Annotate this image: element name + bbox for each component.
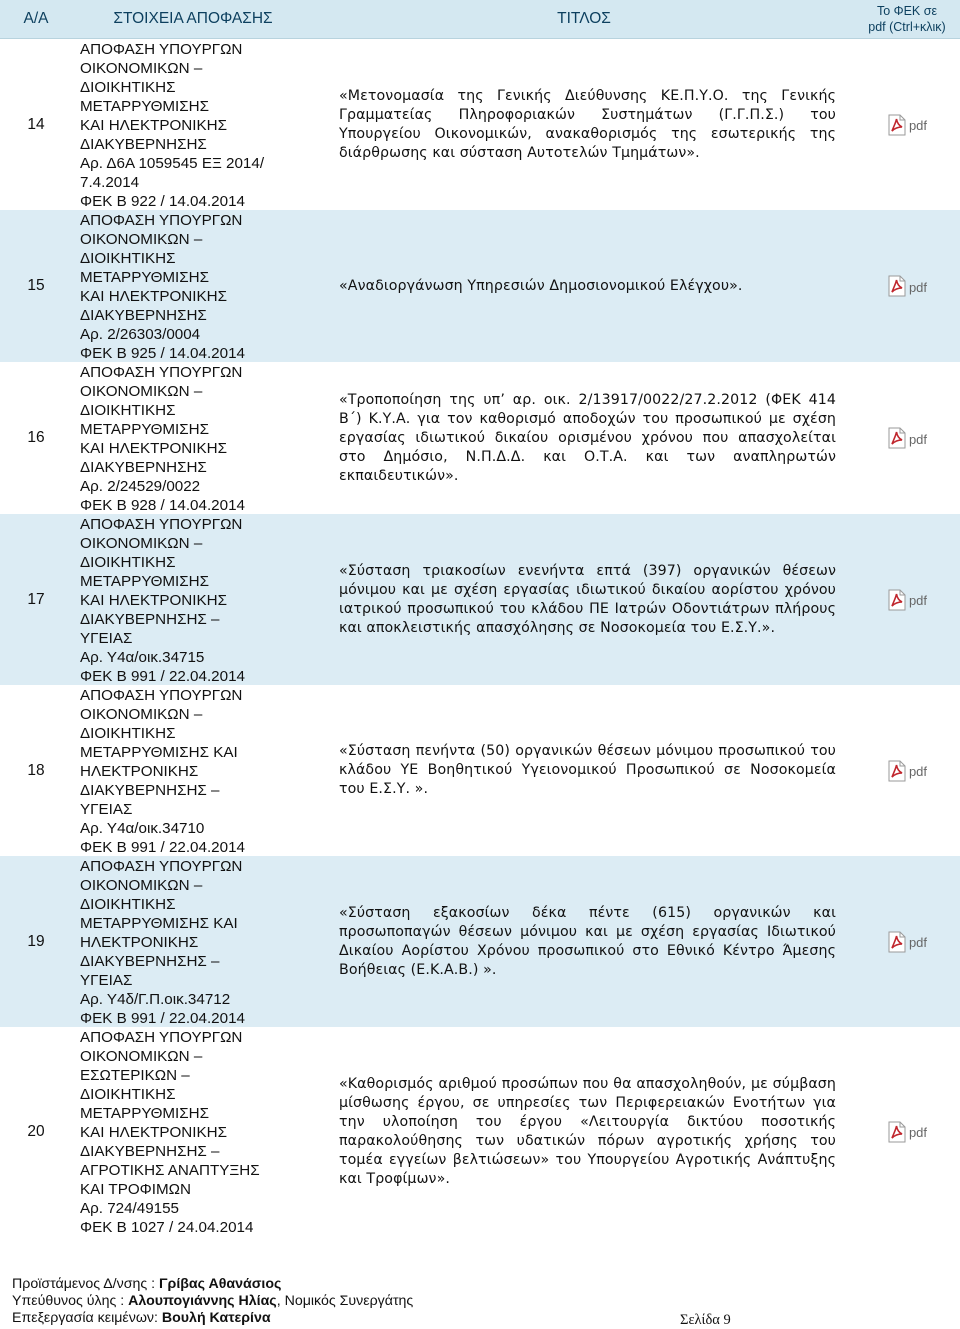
pdf-cell bbox=[854, 514, 960, 685]
decision-line: ΟΙΚΟΝΟΜΙΚΩΝ – bbox=[80, 535, 203, 552]
decision-line: ΚΑΙ ΗΛΕΚΤΡΟΝΙΚΗΣ bbox=[80, 288, 227, 305]
decision-line: Αρ. Υ4δ/Γ.Π.οικ.34712 bbox=[80, 991, 231, 1008]
pdf-cell bbox=[854, 1027, 960, 1236]
decision-title: «Καθορισμός αριθμού προσώπων που θα απασχοληθούν, με σύμβαση μίσθωσης έργου, σε υπηρεσίες των Περιφερειακών Ενοτήτων για την υλοποίηση του έργου «Λειτουργία δικτύου ποσοτικής παρακολούθησης των υδατικών πόρων αγροτικής χρήσης του τομέα εγγείων βελτιώσεων» του Υπουργείου Αγροτικής Ανάπτυξης και Τροφίμων». bbox=[339, 1075, 836, 1187]
decision-line: ΑΠΟΦΑΣΗ ΥΠΟΥΡΓΩΝ bbox=[80, 516, 243, 533]
decision-line: ΦΕΚ Β 991 / 22.04.2014 bbox=[80, 1010, 245, 1027]
table-header bbox=[0, 0, 960, 39]
pdf-label: pdf bbox=[908, 593, 928, 608]
decision-line: ΚΑΙ ΤΡΟΦΙΜΩΝ bbox=[80, 1181, 191, 1198]
decision-line: ΑΠΟΦΑΣΗ ΥΠΟΥΡΓΩΝ bbox=[80, 687, 243, 704]
header-aa: Α/Α bbox=[23, 10, 49, 27]
decision-line: Αρ. Δ6Α 1059545 ΕΞ 2014/ bbox=[80, 155, 265, 172]
decision-details bbox=[72, 856, 314, 1027]
decision-line: ΔΙΟΙΚΗΤΙΚΗΣ bbox=[80, 250, 176, 267]
pdf-file-icon bbox=[887, 114, 907, 136]
table-row bbox=[0, 362, 960, 514]
pdf-label: pdf bbox=[908, 279, 928, 295]
decision-title-cell bbox=[314, 210, 854, 362]
decision-line: ΟΙΚΟΝΟΜΙΚΩΝ – bbox=[80, 383, 203, 400]
decision-line: ΜΕΤΑΡΡΥΘΜΙΣΗΣ bbox=[80, 1105, 210, 1122]
decision-title-cell bbox=[314, 685, 854, 856]
decision-line: ΔΙΟΙΚΗΤΙΚΗΣ bbox=[80, 402, 176, 419]
decision-line: ΚΑΙ ΗΛΕΚΤΡΟΝΙΚΗΣ bbox=[80, 592, 227, 609]
decision-line: ΦΕΚ Β 928 / 14.04.2014 bbox=[80, 497, 245, 514]
pdf-link[interactable] bbox=[887, 114, 927, 136]
decision-details bbox=[72, 1027, 314, 1236]
table-row bbox=[0, 1027, 960, 1236]
row-number: 17 bbox=[27, 590, 45, 608]
decision-line: ΜΕΤΑΡΡΥΘΜΙΣΗΣ bbox=[80, 269, 210, 286]
decision-line: Αρ. 2/24529/0022 bbox=[80, 478, 201, 495]
header-pdf-line2: pdf (Ctrl+κλικ) bbox=[868, 20, 946, 34]
pdf-file-icon bbox=[887, 1121, 907, 1143]
decision-line: ΑΠΟΦΑΣΗ ΥΠΟΥΡΓΩΝ bbox=[80, 364, 243, 381]
pdf-label: pdf bbox=[908, 935, 928, 950]
decision-line: ΦΕΚ Β 991 / 22.04.2014 bbox=[80, 668, 245, 685]
decision-details bbox=[72, 362, 314, 514]
decision-title-cell bbox=[314, 856, 854, 1027]
decision-title-cell bbox=[314, 362, 854, 514]
decision-title-cell bbox=[314, 39, 854, 210]
decision-details bbox=[72, 39, 314, 210]
decision-line: ΔΙΑΚΥΒΕΡΝΗΣΗΣ – bbox=[80, 782, 220, 799]
row-number: 19 bbox=[27, 932, 45, 950]
pdf-file-icon bbox=[887, 275, 907, 297]
decision-line: ΦΕΚ Β 1027 / 24.04.2014 bbox=[80, 1219, 254, 1236]
pdf-label: pdf bbox=[908, 118, 928, 133]
decision-line: ΔΙΟΙΚΗΤΙΚΗΣ bbox=[80, 896, 176, 913]
decision-line: ΔΙΑΚΥΒΕΡΝΗΣΗΣ bbox=[80, 307, 207, 324]
decision-line: ΚΑΙ ΗΛΕΚΤΡΟΝΙΚΗΣ bbox=[80, 440, 227, 457]
row-number: 14 bbox=[27, 115, 45, 133]
footer bbox=[12, 1276, 952, 1327]
decision-details bbox=[72, 514, 314, 685]
decision-line: Αρ. Υ4α/οικ.34710 bbox=[80, 820, 205, 837]
decision-line: ΚΑΙ ΗΛΕΚΤΡΟΝΙΚΗΣ bbox=[80, 1124, 227, 1141]
decision-line: ΟΙΚΟΝΟΜΙΚΩΝ – bbox=[80, 706, 203, 723]
pdf-cell bbox=[854, 210, 960, 362]
pdf-cell bbox=[854, 39, 960, 210]
pdf-link[interactable] bbox=[887, 760, 927, 782]
pdf-label: pdf bbox=[908, 764, 928, 779]
decision-line: Αρ. Υ4α/οικ.34715 bbox=[80, 649, 205, 666]
director-name: Γρίβας Αθανάσιος bbox=[159, 1276, 282, 1292]
table-row bbox=[0, 514, 960, 685]
pdf-link[interactable] bbox=[887, 427, 927, 449]
pdf-file-icon bbox=[887, 931, 907, 953]
decision-line: ΔΙΑΚΥΒΕΡΝΗΣΗΣ – bbox=[80, 611, 220, 628]
decision-line: ΑΓΡΟΤΙΚΗΣ ΑΝΑΠΤΥΞΗΣ bbox=[80, 1162, 260, 1179]
pdf-file-icon bbox=[887, 427, 907, 449]
header-title: ΤΙΤΛΟΣ bbox=[557, 10, 611, 27]
table-row bbox=[0, 856, 960, 1027]
decision-line: Αρ. 724/49155 bbox=[80, 1200, 180, 1217]
page-number: Σελίδα 9 bbox=[680, 1312, 731, 1328]
footer-line-editing: Επεξεργασία κειμένων: Βουλή Κατερίνα bbox=[12, 1310, 271, 1326]
decision-line: ΦΕΚ Β 922 / 14.04.2014 bbox=[80, 193, 245, 210]
pdf-file-icon bbox=[887, 589, 907, 611]
decision-line: ΥΓΕΙΑΣ bbox=[80, 801, 133, 818]
header-pdf bbox=[854, 0, 960, 38]
pdf-file-icon bbox=[887, 760, 907, 782]
decision-title: «Σύσταση τριακοσίων ενενήντα επτά (397) οργανικών θέσεων μόνιμου και με σχέση εργασίας ιδιωτικού δικαίου αορίστου χρόνου ιατρικού προσωπικού του κλάδου ΠΕ Ιατρών Οδοντιάτρων πλήρους και αποκλειστικής απασχόλησης σε Νοσοκομεία του Ε.Σ.Υ.». bbox=[339, 562, 836, 636]
decision-line: ΔΙΟΙΚΗΤΙΚΗΣ bbox=[80, 554, 176, 571]
decision-title-cell bbox=[314, 1027, 854, 1236]
decision-line: ΜΕΤΑΡΡΥΘΜΙΣΗΣ ΚΑΙ bbox=[80, 744, 238, 761]
decision-line: ΑΠΟΦΑΣΗ ΥΠΟΥΡΓΩΝ bbox=[80, 1029, 243, 1046]
decision-title: «Τροποποίηση της υπ’ αρ. οικ. 2/13917/0022/27.2.2012 (ΦΕΚ 414 Β΄) Κ.Υ.Α. για τον καθορισμό αποδοχών του προσωπικού με σχέση εργασίας ιδιωτικού δικαίου ορισμένου χρόνου που απασχολείται στο Δημόσιο, Ν.Π.Δ.Δ. και Ο.Τ.Α. και των αναπληρωτών εκπαιδευτικών». bbox=[339, 391, 836, 484]
decision-line: ΔΙΟΙΚΗΤΙΚΗΣ bbox=[80, 725, 176, 742]
table-row bbox=[0, 39, 960, 210]
decision-title: «Σύσταση εξακοσίων δέκα πέντε (615) οργανικών και προσωποπαγών θέσεων μόνιμου και με σχέση εργασίας Ιδιωτικού Δικαίου Αορίστου Χρόνου προσωπικού στο Εθνικό Κέντρο Άμεσης Βοήθειας (Ε.Κ.Α.Β.) ». bbox=[339, 904, 836, 978]
decision-line: Αρ. 2/26303/0004 bbox=[80, 326, 201, 343]
decision-line: ΑΠΟΦΑΣΗ ΥΠΟΥΡΓΩΝ bbox=[80, 41, 243, 58]
decision-details bbox=[72, 210, 314, 362]
responsible-name: Αλουπογιάννης Ηλίας bbox=[128, 1293, 277, 1309]
decision-title: «Σύσταση πενήντα (50) οργανικών θέσεων μόνιμου προσωπικού του κλάδου ΥΕ Βοηθητικού Υγειονομικού Προσωπικού σε Νοσοκομεία του Ε.Σ.Υ. ». bbox=[339, 743, 836, 797]
decision-line: 7.4.2014 bbox=[80, 174, 140, 191]
decision-line: ΜΕΤΑΡΡΥΘΜΙΣΗΣ bbox=[80, 421, 210, 438]
decision-line: ΔΙΟΙΚΗΤΙΚΗΣ bbox=[80, 79, 176, 96]
decision-line: ΜΕΤΑΡΡΥΘΜΙΣΗΣ bbox=[80, 98, 210, 115]
row-number: 15 bbox=[27, 277, 45, 294]
decision-title: «Μετονομασία της Γενικής Διεύθυνσης ΚΕ.Π.Υ.Ο. της Γενικής Γραμματείας Πληροφοριακών Συστημάτων (Γ.Γ.Π.Σ.) του Υπουργείου Οικονομικών, ανακαθορισμός της εσωτερικής της διάρθρωσης και σύσταση Αυτοτελών Τμημάτων». bbox=[339, 87, 836, 161]
decision-line: ΗΛΕΚΤΡΟΝΙΚΗΣ bbox=[80, 934, 199, 951]
pdf-cell bbox=[854, 856, 960, 1027]
row-number: 20 bbox=[27, 1122, 45, 1140]
footer-line-director: Προϊστάμενος Δ/νσης : Γρίβας Αθανάσιος bbox=[12, 1276, 282, 1292]
pdf-link[interactable] bbox=[887, 1121, 927, 1143]
decision-line: ΕΣΩΤΕΡΙΚΩΝ – bbox=[80, 1067, 190, 1084]
decision-line: ΗΛΕΚΤΡΟΝΙΚΗΣ bbox=[80, 763, 199, 780]
decision-line: ΟΙΚΟΝΟΜΙΚΩΝ – bbox=[80, 877, 203, 894]
decision-line: ΜΕΤΑΡΡΥΘΜΙΣΗΣ ΚΑΙ bbox=[80, 915, 238, 932]
table-row bbox=[0, 210, 960, 362]
header-pdf-line1: Το ΦΕΚ σε bbox=[876, 4, 938, 18]
decision-line: ΔΙΑΚΥΒΕΡΝΗΣΗΣ bbox=[80, 459, 207, 476]
pdf-cell bbox=[854, 362, 960, 514]
decision-line: ΔΙΑΚΥΒΕΡΝΗΣΗΣ – bbox=[80, 1143, 220, 1160]
pdf-label: pdf bbox=[908, 1125, 928, 1140]
decision-line: ΔΙΑΚΥΒΕΡΝΗΣΗΣ – bbox=[80, 953, 220, 970]
decision-line: ΟΙΚΟΝΟΜΙΚΩΝ – bbox=[80, 231, 203, 248]
row-number: 18 bbox=[27, 761, 45, 779]
pdf-link[interactable] bbox=[887, 275, 927, 297]
decision-line: ΦΕΚ Β 925 / 14.04.2014 bbox=[80, 345, 245, 362]
pdf-label: pdf bbox=[908, 431, 928, 447]
pdf-cell bbox=[854, 685, 960, 856]
decision-line: ΔΙΟΙΚΗΤΙΚΗΣ bbox=[80, 1086, 176, 1103]
pdf-link[interactable] bbox=[887, 589, 927, 611]
table-row bbox=[0, 685, 960, 856]
decision-line: ΟΙΚΟΝΟΜΙΚΩΝ – bbox=[80, 1048, 203, 1065]
editor-name: Βουλή Κατερίνα bbox=[161, 1310, 271, 1326]
decision-line: ΚΑΙ ΗΛΕΚΤΡΟΝΙΚΗΣ bbox=[80, 117, 227, 134]
decision-line: ΑΠΟΦΑΣΗ ΥΠΟΥΡΓΩΝ bbox=[80, 212, 243, 229]
decision-details bbox=[72, 685, 314, 856]
decision-title: «Αναδιοργάνωση Υπηρεσιών Δημοσιονομικού Ελέγχου». bbox=[339, 277, 743, 294]
decision-line: ΥΓΕΙΑΣ bbox=[80, 972, 133, 989]
pdf-link[interactable] bbox=[887, 931, 927, 953]
decision-line: ΔΙΑΚΥΒΕΡΝΗΣΗΣ bbox=[80, 136, 207, 153]
decision-title-cell bbox=[314, 514, 854, 685]
decision-line: ΟΙΚΟΝΟΜΙΚΩΝ – bbox=[80, 60, 203, 77]
decision-line: ΦΕΚ Β 991 / 22.04.2014 bbox=[80, 839, 245, 856]
header-decision: ΣΤΟΙΧΕΙΑ ΑΠΟΦΑΣΗΣ bbox=[113, 10, 273, 27]
row-number: 16 bbox=[27, 429, 45, 446]
decision-line: ΑΠΟΦΑΣΗ ΥΠΟΥΡΓΩΝ bbox=[80, 858, 243, 875]
decision-line: ΥΓΕΙΑΣ bbox=[80, 630, 133, 647]
footer-line-responsible: Υπεύθυνος ύλης : Αλουπογιάννης Ηλίας, Νομικός Συνεργάτης bbox=[12, 1293, 414, 1309]
decision-line: ΜΕΤΑΡΡΥΘΜΙΣΗΣ bbox=[80, 573, 210, 590]
